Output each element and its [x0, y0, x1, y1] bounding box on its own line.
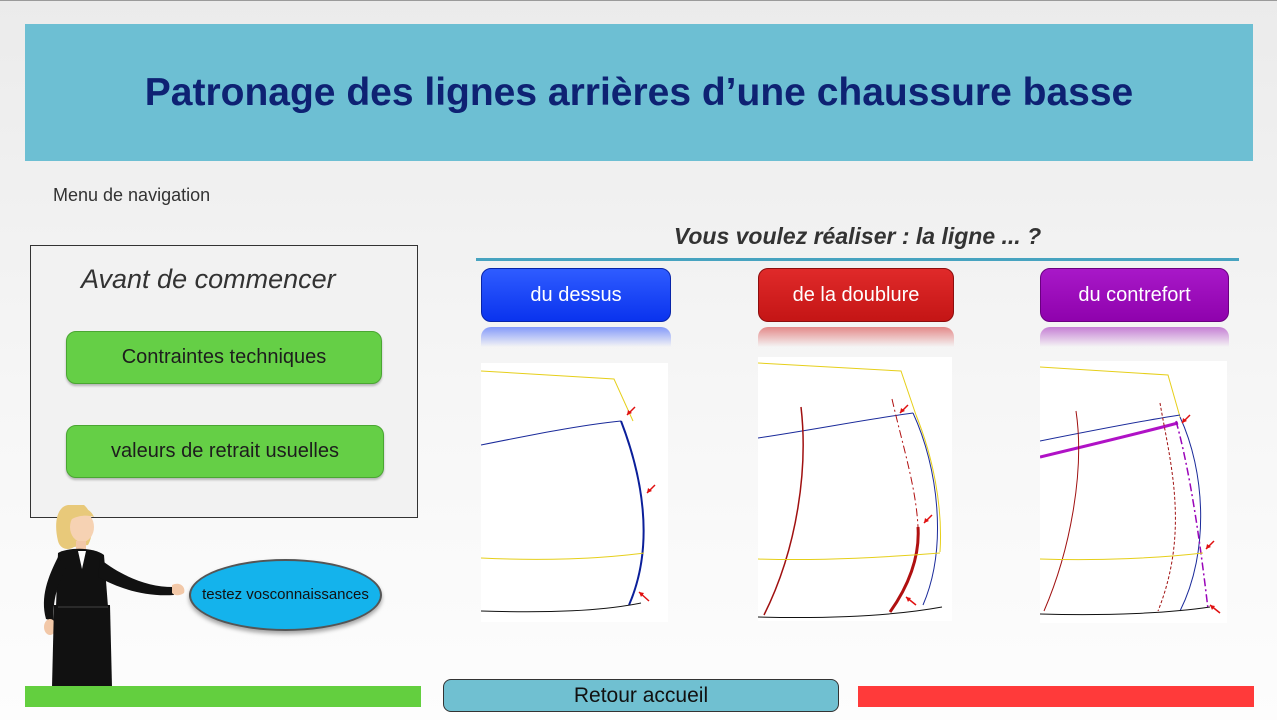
pattern-image-dessus[interactable] — [481, 363, 668, 622]
page-title: Patronage des lignes arrières d’une chaussure basse — [144, 70, 1134, 114]
title-banner — [25, 24, 1253, 161]
choice-button-dessus[interactable]: du dessus — [481, 268, 671, 322]
pattern-image-contrefort[interactable] — [1040, 361, 1227, 623]
question-text: Vous voulez réaliser : la ligne ... ? — [673, 223, 1042, 249]
choice-button-contrefort[interactable]: du contrefort — [1040, 268, 1229, 322]
choice-reflection-contrefort — [1040, 327, 1229, 347]
pattern-drawing-dessus — [481, 363, 668, 622]
pattern-drawing-doublure — [758, 357, 952, 621]
choice-button-doublure[interactable]: de la doublure — [758, 268, 954, 322]
navigation-menu-label[interactable]: Menu de navigation — [53, 185, 211, 205]
choice-reflection-dessus — [481, 327, 671, 347]
home-button[interactable]: Retour accueil — [443, 679, 839, 712]
before-start-panel — [30, 245, 418, 518]
presenter-woman-illustration — [28, 497, 188, 687]
quiz-bubble-button[interactable]: testez vos connaissances — [189, 559, 382, 631]
choice-reflection-doublure — [758, 327, 954, 347]
question-underline — [476, 258, 1239, 261]
before-start-title: Avant de commencer — [81, 264, 336, 294]
pattern-drawing-contrefort — [1040, 361, 1227, 623]
shrinkage-values-button[interactable]: valeurs de retrait usuelles — [66, 425, 384, 478]
footer-green-bar — [25, 686, 421, 707]
technical-constraints-button[interactable]: Contraintes techniques — [66, 331, 382, 384]
pattern-image-doublure[interactable] — [758, 357, 952, 621]
footer-red-bar — [858, 686, 1254, 707]
